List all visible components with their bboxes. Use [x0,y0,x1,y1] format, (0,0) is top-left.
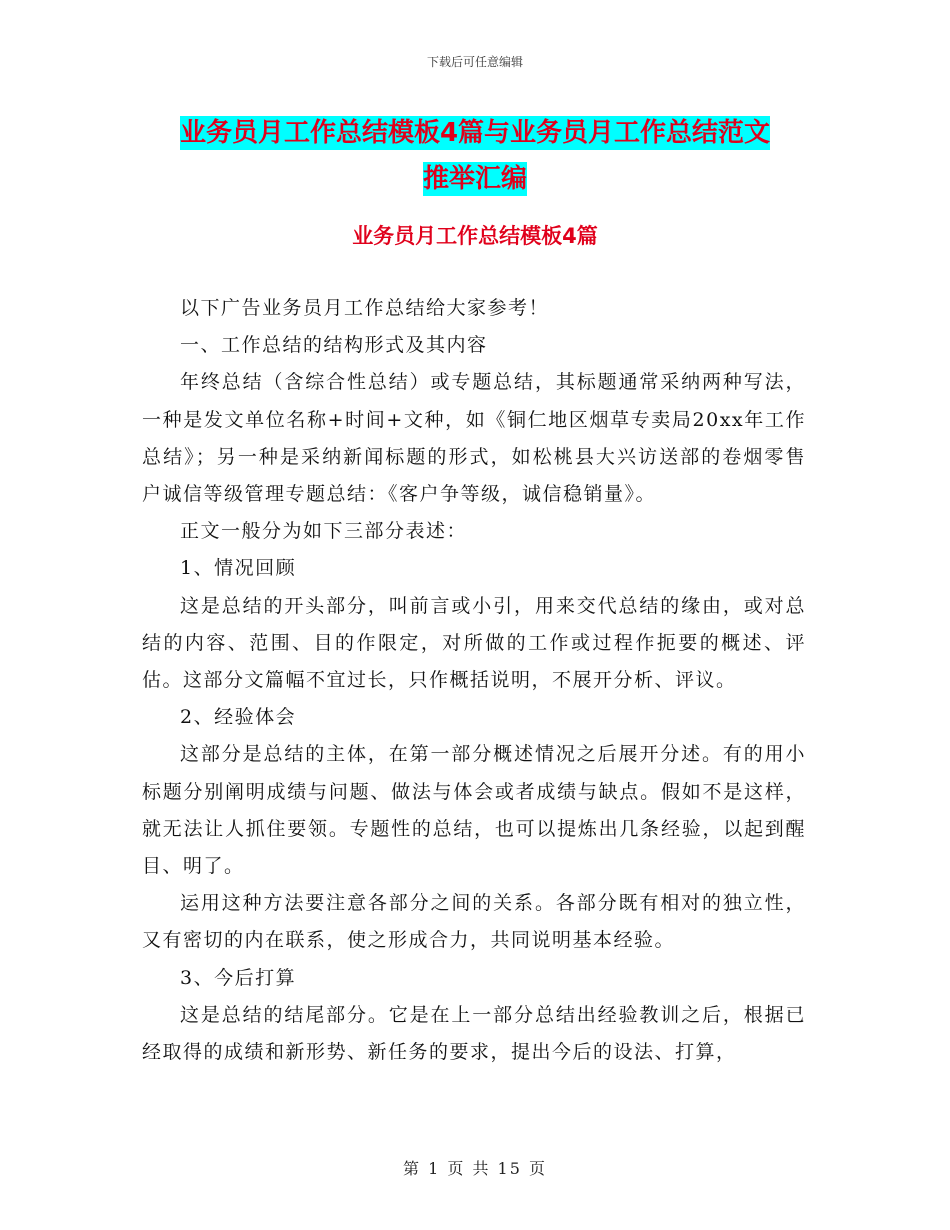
paragraph: 这部分是总结的主体，在第一部分概述情况之后展开分述。有的用小标题分别阐明成绩与问题、做法与体会或者成绩与缺点。假如不是这样，就无法让人抓住要领。专题性的总结，也可以提炼出几条经验，以起到醒目、明了。 [142,743,806,878]
document-title-line-1: 业务员月工作总结模板4篇与业务员月工作总结范文 [179,118,771,148]
paragraph: 运用这种方法要注意各部分之间的关系。各部分既有相对的独立性，又有密切的内在联系，使之形成合力，共同说明基本经验。 [142,892,806,952]
paragraph: 这是总结的结尾部分。它是在上一部分总结出经验教训之后，根据已经取得的成绩和新形势、新任务的要求，提出今后的设法、打算， [142,1003,806,1064]
document-title [140,110,810,202]
paragraph: 这是总结的开头部分，叫前言或小引，用来交代总结的缘由，或对总结的内容、范围、目的作限定，对所做的工作或过程作扼要的概述、评估。这部分文篇幅不宜过长，只作概括说明，不展开分析、评议。 [142,594,806,692]
page-number-footer: 第 1 页 共 15 页 [403,1159,547,1178]
header-note: 下载后可任意编辑 [426,55,523,69]
paragraph: 年终总结（含综合性总结）或专题总结，其标题通常采纳两种写法，一种是发文单位名称+时间+文种，如《铜仁地区烟草专卖局20xx年工作总结》；另一种是采纳新闻标题的形式，如松桃县大兴访送部的卷烟零售户诚信等级管理专题总结：《客户争等级，诚信稳销量》。 [142,371,806,506]
paragraph: 2、经验体会 [180,706,297,729]
document-title-line-2: 推举汇编 [422,164,527,194]
paragraph: 正文一般分为如下三部分表述： [180,520,468,543]
section-title: 业务员月工作总结模板4篇 [352,224,598,248]
paragraph: 3、今后打算 [180,966,297,989]
paragraph: 1、情况回顾 [180,557,297,580]
body-text [142,290,806,1071]
paragraph: 一、工作总结的结构形式及其内容 [180,334,488,357]
paragraph: 以下广告业务员月工作总结给大家参考！ [180,297,550,319]
